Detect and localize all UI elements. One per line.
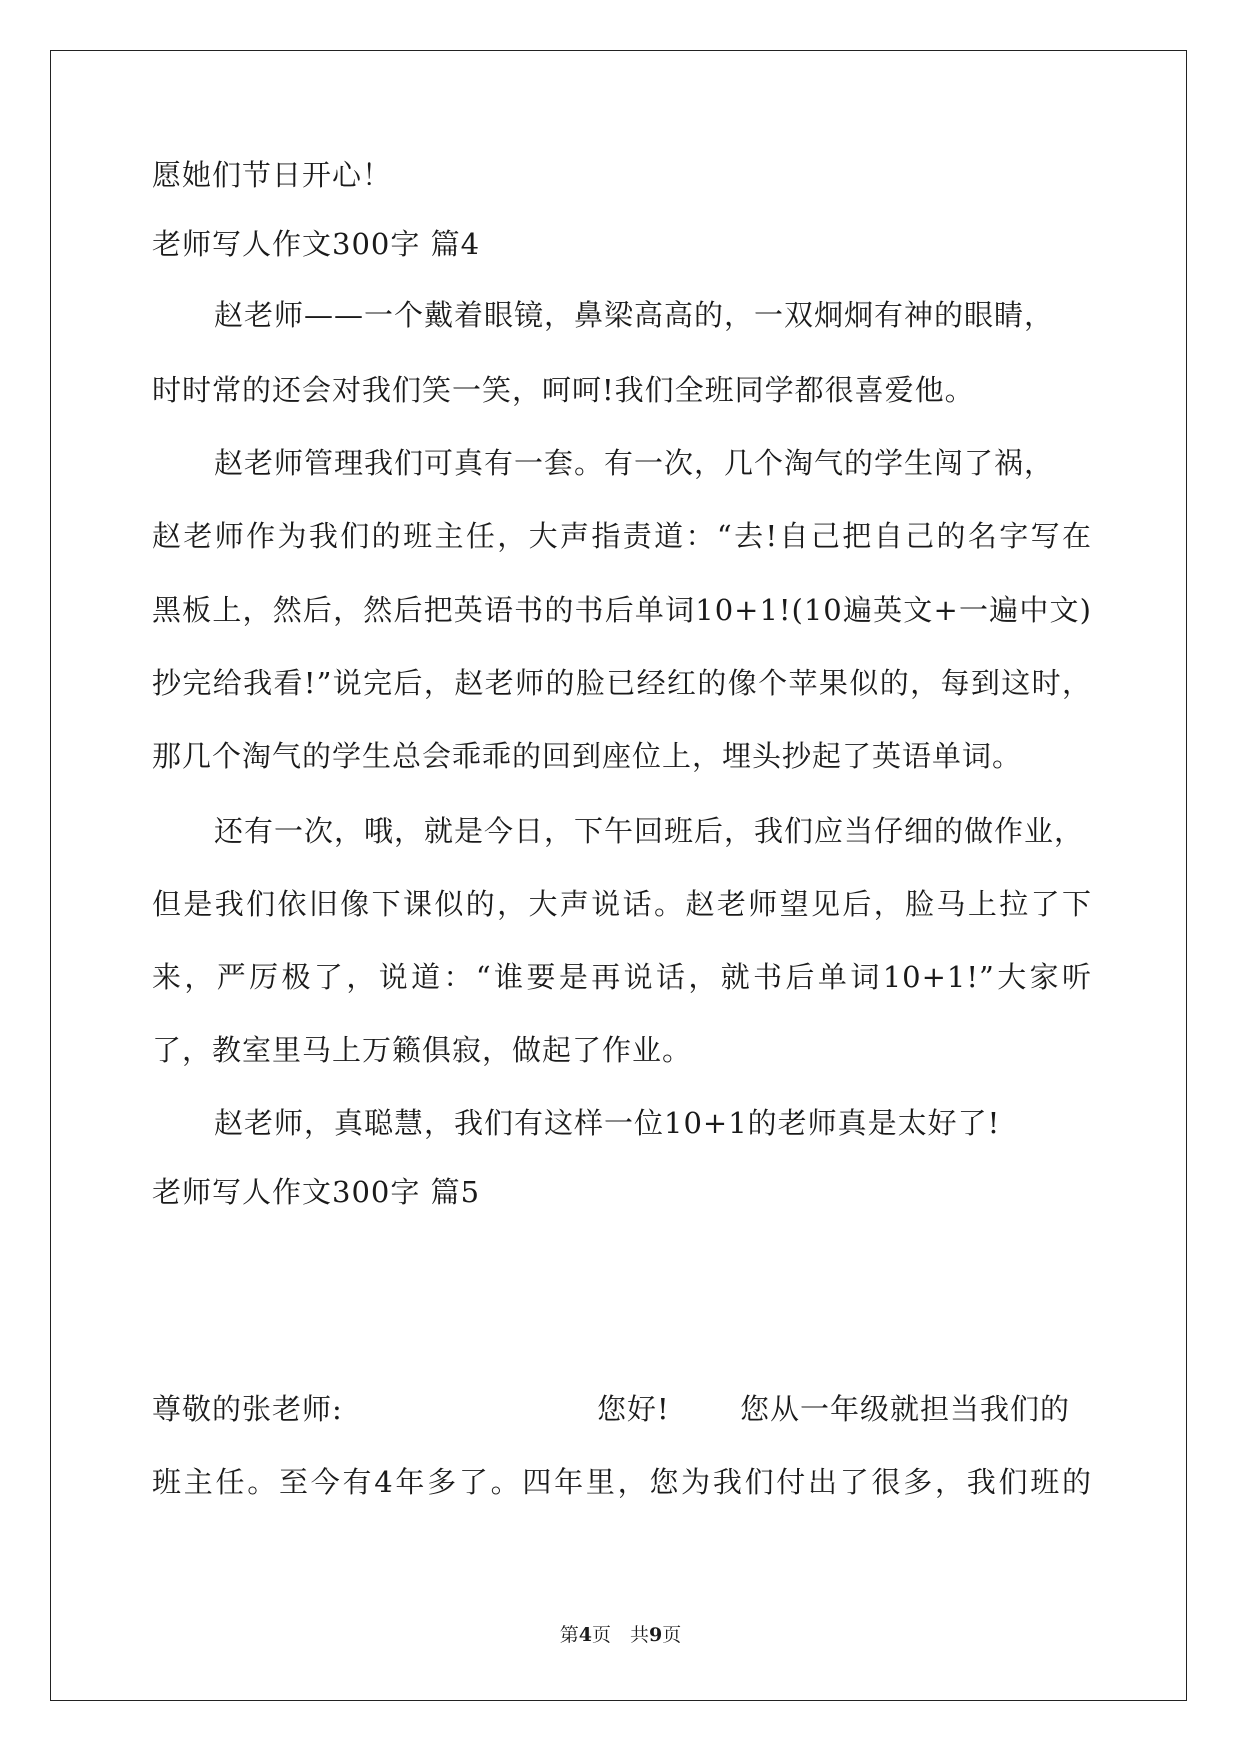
paragraph-line: 赵老师作为我们的班主任，大声指责道：“去!自己把自己的名字写在 [152, 519, 1092, 553]
footer-page-current: 4 [578, 1624, 592, 1646]
paragraph-line: 时时常的还会对我们笑一笑，呵呵!我们全班同学都很喜爱他。 [152, 373, 975, 407]
paragraph-line: 但是我们依旧像下课似的，大声说话。赵老师望见后，脸马上拉了下 [152, 887, 1092, 921]
salutation-recipient: 尊敬的张老师: [152, 1392, 343, 1426]
section-heading: 老师写人作文300字 篇5 [152, 1175, 481, 1209]
paragraph-line: 还有一次，哦，就是今日，下午回班后，我们应当仔细的做作业， [214, 814, 1085, 848]
paragraph-line: 赵老师，真聪慧，我们有这样一位10+1的老师真是太好了! [214, 1106, 1001, 1140]
salutation-text: 您从一年级就担当我们的 [740, 1392, 1071, 1426]
paragraph-line: 抄完给我看!”说完后，赵老师的脸已经红的像个苹果似的，每到这时， [152, 666, 1092, 700]
section-heading: 老师写人作文300字 篇4 [152, 227, 481, 261]
salutation-greeting: 您好! [597, 1392, 670, 1426]
paragraph-line: 赵老师管理我们可真有一套。有一次，几个淘气的学生闯了祸， [214, 446, 1055, 480]
paragraph-line: 黑板上，然后，然后把英语书的书后单词10+1!(10遍英文+一遍中文) [152, 593, 1092, 627]
footer-page-prefix: 第 [559, 1624, 579, 1646]
page-footer [0, 1622, 1241, 1648]
paragraph-line: 赵老师——一个戴着眼镜，鼻梁高高的，一双炯炯有神的眼睛， [214, 298, 1055, 332]
paragraph-line: 来，严厉极了，说道：“谁要是再说话，就书后单词10+1!”大家听 [152, 960, 1092, 994]
paragraph-line: 了，教室里马上万籁俱寂，做起了作业。 [152, 1033, 693, 1067]
footer-page-suffix: 页 [662, 1624, 682, 1646]
paragraph-line: 班主任。至今有4年多了。四年里，您为我们付出了很多，我们班的 [152, 1465, 1092, 1499]
text-line: 愿她们节日开心！ [152, 158, 393, 192]
footer-page-total: 9 [649, 1624, 663, 1646]
footer-page-mid: 页 共 [591, 1624, 649, 1646]
paragraph-line: 那几个淘气的学生总会乖乖的回到座位上，埋头抄起了英语单词。 [152, 739, 1023, 773]
salutation-line [152, 1389, 1092, 1429]
